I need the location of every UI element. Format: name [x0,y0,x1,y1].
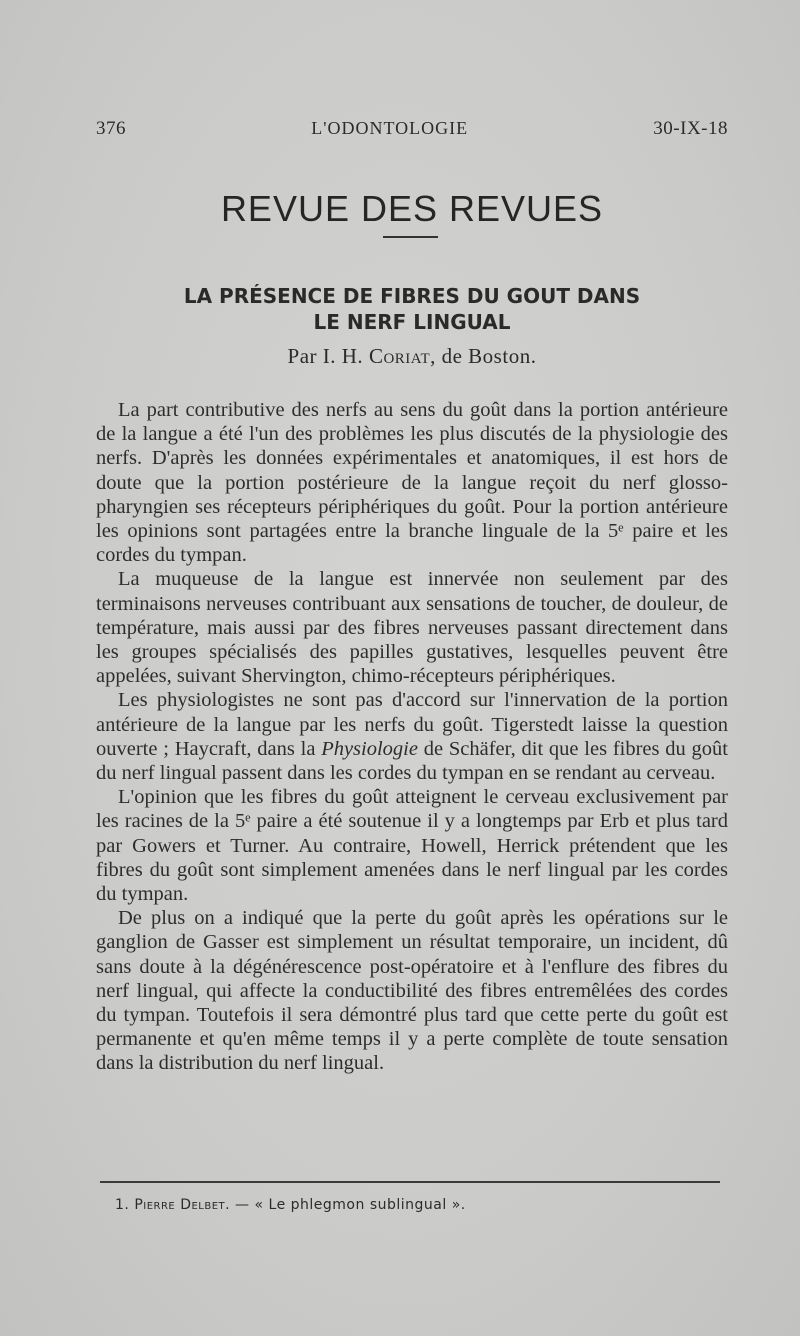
running-head [96,118,728,140]
byline-author: Coriat [368,344,431,368]
paragraph-3-italic: Physiologie [321,737,418,760]
title-divider [383,236,438,238]
footnote-author: Pierre Delbet. [134,1197,231,1213]
paragraph-3-text-b: de Schäfer, dit que les fibres du goût du nerf lingual passent dans les cordes du tympan en se rendant au cerveau. [96,737,728,785]
footnote-rule [100,1181,720,1183]
journal-name: L'ODONTOLOGIE [311,118,469,138]
section-title: REVUE DES REVUES [220,188,604,229]
article-title-line2: LE NERF LINGUAL [313,310,511,334]
article-body [96,398,728,1076]
article-title-line1: LA PRÉSENCE DE FIBRES DU GOUT DANS [183,284,641,308]
paragraph-4: L'opinion que les fibres du goût atteignent le cerveau exclusivement par les racines de la 5ᵉ paire a été soutenue il y a longtemps par Erb et plus tard par Gowers et Turner. Au contraire, Howell, Herrick prétendent que les fibres du goût sont simplement amenées dans le nerf lingual par les cordes du tympan. [96,786,728,906]
paragraph-3-text-a: Les physiologistes ne sont pas d'accord sur l'innervation de la portion antérieure de la langue par les nerfs du goût. Tigerstedt laisse la question ouverte ; Haycraft, dans la [96,689,728,760]
paragraph-3 [96,688,728,785]
byline-suffix: , de Boston. [430,344,537,368]
footnote [115,1197,715,1213]
footnote-text: — « Le phlegmon sublingual ». [230,1197,466,1213]
paragraph-1: La part contributive des nerfs au sens du goût dans la portion antérieure de la langue a été l'un des problèmes les plus discutés de la physiologie des nerfs. D'après les données expérimentales et anatomiques, il est hors de doute que la portion postérieure de la langue reçoit du nerf glosso-pharyngien ses récepteurs périphériques du goût. Pour la portion antérieure les opinions sont partagées entre la branche linguale de la 5ᵉ paire et les cordes du tympan. [96,399,728,567]
paragraph-5: De plus on a indiqué que la perte du goût après les opérations sur le ganglion de Gasser est simplement un résultat temporaire, un incident, dû sans doute à la dégénérescence post-opératoire et à l'enflure des fibres du nerf lingual, qui affecte la conductibilité des fibres entremêlées des cordes du tympan. Toutefois il sera démontré plus tard que cette perte du goût est permanente et qu'en même temps il y a perte complète de toute sensation dans la distribution du nerf lingual. [96,907,728,1075]
issue-date: 30-IX-18 [653,118,728,139]
paragraph-2: La muqueuse de la langue est innervée non seulement par des terminaisons nerveuses contribuant aux sensations de toucher, de douleur, de température, mais aussi par des fibres nerveuses passant directement dans les groupes spécialisés des papilles gustatives, lesquelles peuvent être appelées, suivant Shervington, chimo-récepteurs périphériques. [96,568,728,688]
page-number: 376 [96,118,126,139]
article-title [96,283,728,335]
byline [96,344,728,369]
byline-prefix: Par I. H. [287,344,369,368]
footnote-number: 1. [115,1197,130,1213]
